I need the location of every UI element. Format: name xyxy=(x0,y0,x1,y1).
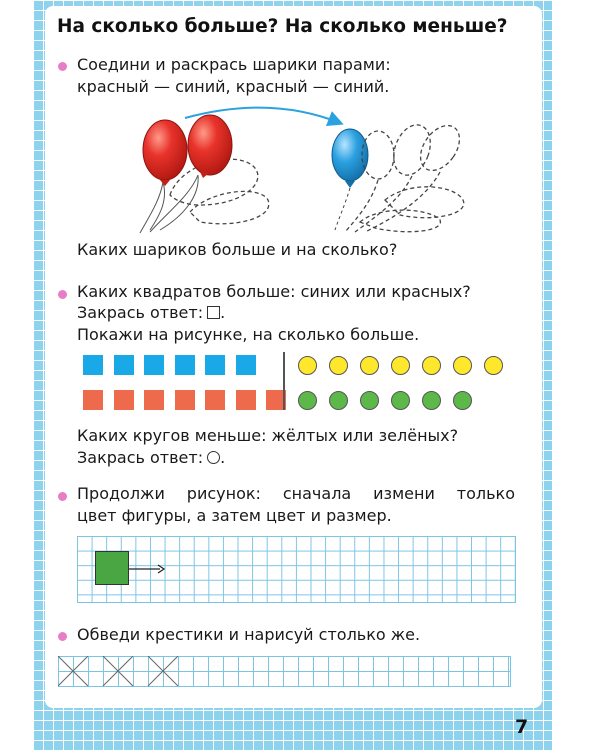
task3-line2: цвет фигуры, а затем цвет и размер. xyxy=(77,506,392,525)
blue-square xyxy=(205,355,225,375)
crosses-pattern xyxy=(58,656,208,688)
task2-line3: Покажи на рисунке, на сколько больше. xyxy=(77,325,420,344)
task1-line1: Соедини и раскрась шарики парами: xyxy=(77,55,391,74)
yellow-circle xyxy=(422,356,441,375)
task2-answer-label: Закрась ответ: xyxy=(77,303,204,322)
blue-square xyxy=(144,355,164,375)
task4-line1: Обведи крестики и нарисуй столько же. xyxy=(77,625,421,644)
yellow-circle xyxy=(453,356,472,375)
yellow-circle xyxy=(484,356,503,375)
red-square xyxy=(114,390,134,410)
task2-line2-wrap xyxy=(77,303,225,322)
green-square-shape xyxy=(95,551,129,585)
task2-answer-label-2: Закрась ответ: xyxy=(77,448,204,467)
task2-line1: Каких квадратов больше: синих или красных? xyxy=(77,282,471,301)
continue-arrow xyxy=(128,563,168,575)
task3-bullet xyxy=(58,492,67,501)
red-square xyxy=(205,390,225,410)
answer-circle-box[interactable] xyxy=(207,451,220,464)
blue-square xyxy=(83,355,103,375)
green-circle xyxy=(391,391,410,410)
blue-square xyxy=(114,355,134,375)
task2-bullet xyxy=(58,290,67,299)
task2-answer-wrap xyxy=(77,448,225,467)
red-square xyxy=(175,390,195,410)
page-number: 7 xyxy=(515,716,529,738)
period: . xyxy=(220,303,226,322)
answer-square-box[interactable] xyxy=(207,306,220,319)
green-circle xyxy=(453,391,472,410)
task1-question: Каких шариков больше и на сколько? xyxy=(77,240,398,259)
green-circle xyxy=(360,391,379,410)
blue-square xyxy=(175,355,195,375)
green-circle xyxy=(329,391,348,410)
red-square xyxy=(236,390,256,410)
task2-question: Каких кругов меньше: жёлтых или зелёных? xyxy=(77,426,459,445)
period: . xyxy=(220,448,226,467)
yellow-circle xyxy=(391,356,410,375)
yellow-circle xyxy=(329,356,348,375)
page-title: На сколько больше? На сколько меньше? xyxy=(57,16,508,37)
yellow-circle xyxy=(298,356,317,375)
blue-balloon xyxy=(332,129,368,230)
red-square xyxy=(83,390,103,410)
green-circle xyxy=(298,391,317,410)
red-balloon-1 xyxy=(143,120,187,186)
task4-bullet xyxy=(58,632,67,641)
shapes-divider xyxy=(283,352,285,410)
blue-square xyxy=(236,355,256,375)
task1-line2: красный — синий, красный — синий. xyxy=(77,77,390,96)
red-square xyxy=(144,390,164,410)
green-circle xyxy=(422,391,441,410)
yellow-circle xyxy=(360,356,379,375)
task3-line1: Продолжи рисунок: сначала измени только xyxy=(77,484,515,503)
